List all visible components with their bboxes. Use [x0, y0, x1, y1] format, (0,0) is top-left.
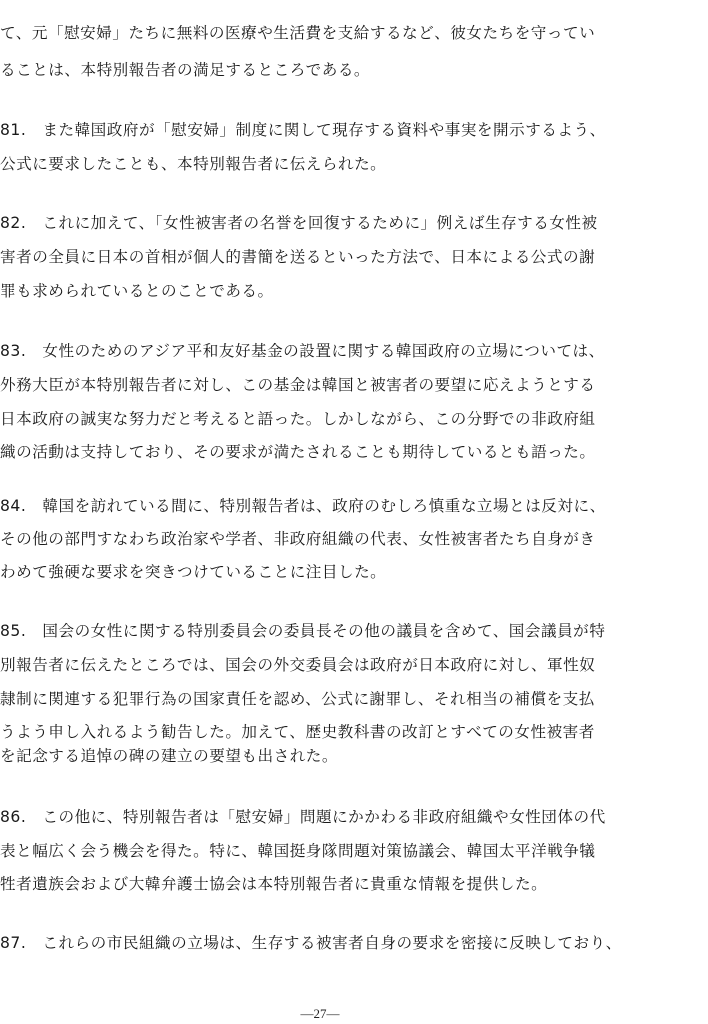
- text-line: 別報告者に伝えたところでは、国会の外交委員会は政府が日本政府に対し、軍性奴: [0, 656, 596, 674]
- text-line: 日本政府の誠実な努力だと考えると語った。しかしながら、この分野での非政府組: [0, 410, 596, 428]
- text-line: 公式に要求したことも、本特別報告者に伝えられた。: [0, 155, 387, 173]
- text-line: を記念する追悼の碑の建立の要望も出された。: [0, 747, 338, 765]
- text-line: 害者の全員に日本の首相が個人的書簡を送るといった方法で、日本による公式の謝: [0, 248, 596, 266]
- page-number: —27—: [300, 1006, 340, 1021]
- paragraph-86-line: 86. この他に、特別報告者は「慰安婦」問題にかかわる非政府組織や女性団体の代: [0, 808, 606, 826]
- paragraph-82-line: 82. これに加えて、「女性被害者の名誉を回復するために」例えば生存する女性被: [0, 214, 598, 232]
- text-line: うよう申し入れるよう勧告した。加えて、歴史教科書の改訂とすべての女性被害者: [0, 723, 595, 741]
- text-line: ることは、本特別報告者の満足するところである。: [0, 61, 371, 79]
- text-line: その他の部門すなわち政治家や学者、非政府組織の代表、女性被害者たち自身がき: [0, 530, 596, 548]
- text-line: 隷制に関連する犯罪行為の国家責任を認め、公式に謝罪し、それ相当の補償を支払: [0, 690, 595, 708]
- paragraph-83-line: 83. 女性のためのアジア平和友好基金の設置に関する韓国政府の立場については、: [0, 342, 605, 360]
- paragraph-84-line: 84. 韓国を訪れている間に、特別報告者は、政府のむしろ慎重な立場とは反対に、: [0, 497, 606, 515]
- paragraph-85-line: 85. 国会の女性に関する特別委員会の委員長その他の議員を含めて、国会議員が特: [0, 622, 606, 640]
- text-line: 表と幅広く会う機会を得た。特に、韓国挺身隊問題対策協議会、韓国太平洋戦争犠: [0, 842, 596, 860]
- text-line: 織の活動は支持しており、その要求が満たされることも期待しているとも語った。: [0, 443, 596, 461]
- text-line: 外務大臣が本特別報告者に対し、この基金は韓国と被害者の要望に応えようとする: [0, 376, 596, 394]
- paragraph-81-line: 81. また韓国政府が「慰安婦」制度に関して現存する資料や事実を開示するよう、: [0, 121, 606, 139]
- text-line: 罪も求められているとのことである。: [0, 282, 274, 300]
- paragraph-87-line: 87. これらの市民組織の立場は、生存する被害者自身の要求を密接に反映しており、: [0, 934, 622, 952]
- text-line: 牲者遺族会および大韓弁護士協会は本特別報告者に貴重な情報を提供した。: [0, 875, 548, 893]
- text-line: て、元「慰安婦」たちに無料の医療や生活費を支給するなど、彼女たちを守ってい: [0, 24, 596, 42]
- text-line: わめて強硬な要求を突きつけていることに注目した。: [0, 563, 387, 581]
